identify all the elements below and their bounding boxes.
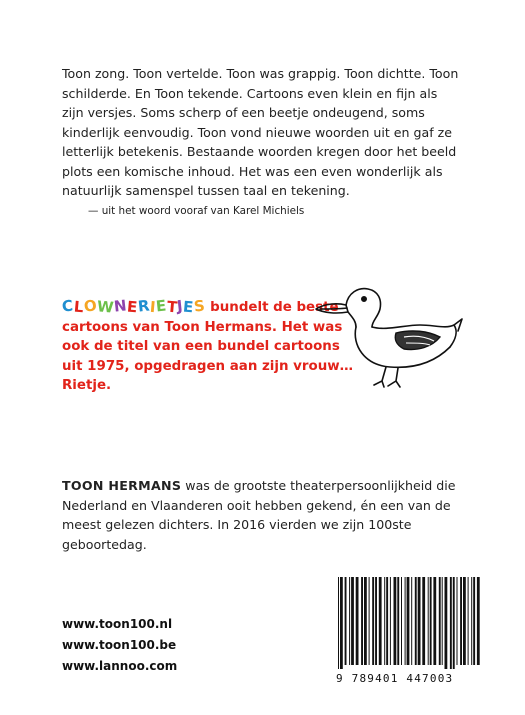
- website-links: [62, 614, 177, 677]
- barcode-bar: [401, 577, 402, 665]
- brand-letter: O: [82, 296, 98, 316]
- brand-letter: W: [96, 297, 115, 317]
- barcode-bar: [418, 577, 421, 665]
- link-toon100-be[interactable]: www.toon100.be: [62, 638, 177, 652]
- barcode-bar: [450, 577, 452, 669]
- link-toon100-nl[interactable]: www.toon100.nl: [62, 617, 173, 631]
- promo-text: bundelt de beste cartoons van Toon Hermans. Het was ook de titel van een bundel cartoons uit 1975, opgedragen aan zijn vrouw… Rietje.: [62, 300, 354, 393]
- barcode-bar: [457, 577, 458, 665]
- barcode-bar: [407, 577, 410, 665]
- barcode-bar: [405, 577, 406, 665]
- barcode-bar: [372, 577, 374, 665]
- author-name: TOON HERMANS: [62, 478, 182, 493]
- barcode-bar: [361, 577, 363, 665]
- barcode-bar: [386, 577, 388, 665]
- barcode-bar: [430, 577, 432, 665]
- barcode-bar: [384, 577, 385, 665]
- barcode-bar: [442, 577, 443, 665]
- quote-attribution: — uit het woord vooraf van Karel Michiels: [88, 205, 305, 217]
- brand-letter: S: [193, 296, 207, 316]
- barcode-bar: [356, 577, 359, 665]
- barcode-icon: [336, 577, 481, 669]
- barcode-bar: [422, 577, 425, 665]
- brand-letter: I: [148, 297, 157, 317]
- intro-quote: [62, 64, 462, 201]
- barcode-bar: [473, 577, 475, 665]
- brand-letter: C: [61, 296, 75, 316]
- barcode-bar: [349, 577, 350, 665]
- barcode-bar: [468, 577, 469, 665]
- barcode-bar: [415, 577, 417, 665]
- barcode-bar: [471, 577, 472, 665]
- barcode-bar: [369, 577, 370, 665]
- barcode-bar: [379, 577, 382, 665]
- barcode-bar: [477, 577, 480, 665]
- barcode-bar: [411, 577, 412, 665]
- barcode-bar: [445, 577, 448, 669]
- brand-letter: R: [136, 296, 151, 316]
- barcode-bar: [453, 577, 455, 669]
- barcode-bar: [351, 577, 354, 665]
- barcode-bar: [390, 577, 391, 665]
- barcode-bar: [397, 577, 399, 665]
- barcode-bar: [433, 577, 436, 665]
- author-bio: [62, 476, 472, 554]
- brand-letter: N: [112, 296, 128, 316]
- barcode-bar: [463, 577, 466, 665]
- brand-letter: E: [154, 296, 168, 316]
- brand-letter: J: [176, 296, 185, 316]
- barcode-bar: [338, 577, 339, 669]
- clownerietjes-logo: [62, 297, 206, 315]
- brand-letter: L: [72, 297, 85, 317]
- brand-letter: T: [165, 297, 179, 317]
- intro-quote-text: Toon zong. Toon vertelde. Toon was grappig. Toon dichtte. Toon schilderde. En Toon tekende. Cartoons even klein en fijn als zijn versjes. Soms scherp of een beetje ondeugend, soms kinderlijk eenvoudig. Toon vond nieuwe woorden uit en gaf ze letterlijk betekenis. Bestaande woorden kregen door het beeld plots een komische inhoud. Het was een even wonderlijk als natuurlijk samenspel tussen taal en tekening.: [62, 66, 459, 198]
- barcode-bar: [428, 577, 429, 665]
- author-bio-text: was de grootste theaterpersoonlijkheid die Nederland en Vlaanderen ooit hebben gekend, én een van de meest gelezen dichters. In 2016 vierden we zijn 100ste geboortedag.: [62, 478, 456, 552]
- brand-letter: E: [126, 297, 139, 317]
- barcode-bar: [375, 577, 377, 665]
- barcode-bar: [460, 577, 462, 665]
- link-lannoo[interactable]: www.lannoo.com: [62, 659, 178, 673]
- brand-letter: E: [182, 297, 195, 317]
- barcode-bar: [364, 577, 367, 665]
- barcode-bar: [340, 577, 343, 669]
- barcode-bar: [345, 577, 347, 665]
- duck-illustration: [312, 281, 464, 391]
- barcode-bar: [439, 577, 441, 665]
- barcode-bar: [394, 577, 397, 665]
- barcode-number: 9 789401 447003: [336, 672, 454, 685]
